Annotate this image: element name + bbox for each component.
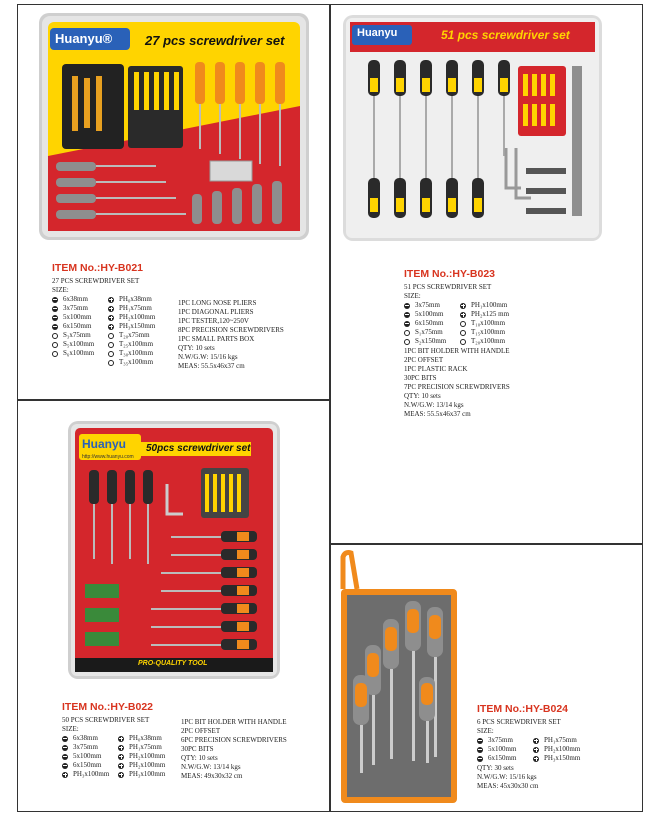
torx-bit-icon xyxy=(460,321,466,327)
brand-logo: Huanyu® xyxy=(55,31,113,46)
spec-line: MEAS: 49x30x32 cm xyxy=(181,772,243,780)
spec-line: N.W/G.W: 13/14 kgs xyxy=(181,763,241,771)
pack-title: 51 pcs screwdriver set xyxy=(441,28,570,42)
size-value: PH₁x100mm xyxy=(471,301,508,309)
size-row xyxy=(52,331,94,340)
size-row xyxy=(460,310,509,319)
spec-line: 1PC SMALL PARTS BOX xyxy=(178,335,255,343)
item-number: ITEM No.:HY-B023 xyxy=(404,268,496,280)
spec-line: N.W/G.W: 15/16 kgs xyxy=(178,353,238,361)
size-row xyxy=(52,340,94,349)
spec-line: 1PC LONG NOSE PLIERS xyxy=(178,299,257,307)
slotted-bit-icon xyxy=(62,754,68,760)
size-value: PH₂x125 mm xyxy=(471,310,510,318)
set-description: 50 PCS SCREWDRIVER SET xyxy=(62,716,150,724)
spec-line: 1PC DIAGONAL PLIERS xyxy=(178,308,254,316)
product-panel-b024 xyxy=(330,544,643,812)
phillips-bit-icon xyxy=(533,756,539,762)
slotted-bit-icon xyxy=(52,315,58,321)
size-value: 6x150mm xyxy=(63,322,92,330)
size-value: 3x75mm xyxy=(415,301,440,309)
size-value: T₂₀x100mm xyxy=(471,337,506,345)
quality-badge: PRO-QUALITY TOOL xyxy=(138,660,208,667)
size-row xyxy=(62,752,109,761)
size-row xyxy=(477,754,516,763)
size-value: 3x75mm xyxy=(73,743,98,751)
spec-line: 1PC BIT HOLDER WITH HANDLE xyxy=(181,718,287,726)
size-row xyxy=(460,301,509,310)
size-value: 5x100mm xyxy=(415,310,444,318)
size-row xyxy=(404,301,446,310)
spec-line: QTY: 10 sets xyxy=(404,392,441,400)
size-value: T₂₀x75mm xyxy=(119,331,150,339)
spec-line: 1PC PLASTIC RACK xyxy=(404,365,468,373)
size-row xyxy=(477,745,516,754)
size-row xyxy=(52,322,94,331)
torx-bit-icon xyxy=(108,342,114,348)
torx-bit-icon xyxy=(108,351,114,357)
size-label: SIZE: xyxy=(52,286,69,294)
torx-bit-icon xyxy=(108,360,114,366)
size-value: PH₂x100mm xyxy=(129,761,166,769)
spec-line: MEAS: 45x30x30 cm xyxy=(477,782,539,790)
spec-line: 6PC PRECISION SCREWDRIVERS xyxy=(181,736,287,744)
size-column-1 xyxy=(477,736,516,763)
item-number: ITEM No.:HY-B022 xyxy=(62,701,154,713)
item-number: ITEM No.:HY-B021 xyxy=(52,262,144,274)
size-value: S₂x150mm xyxy=(415,337,447,345)
pack-title: 27 pcs screwdriver set xyxy=(145,33,285,48)
size-row xyxy=(533,754,580,763)
size-value: T₁₅x100mm xyxy=(471,328,506,336)
brand-logo: Huanyu xyxy=(82,437,127,451)
spec-line: N.W/G.W: 15/16 kgs xyxy=(477,773,537,781)
size-column-2 xyxy=(118,734,165,779)
product-photo-b023 xyxy=(343,15,602,241)
size-row xyxy=(118,743,165,752)
size-value: 3x75mm xyxy=(63,304,88,312)
spec-line: N.W/G.W: 13/14 kgs xyxy=(404,401,464,409)
size-value: 5x100mm xyxy=(63,313,92,321)
slotted-bit-icon xyxy=(404,321,410,327)
size-row xyxy=(118,770,165,779)
set-description: 27 PCS SCREWDRIVER SET xyxy=(52,277,140,285)
set-description: 51 PCS SCREWDRIVER SET xyxy=(404,283,492,291)
size-value: PH₂x100mm xyxy=(544,745,581,753)
slotted-bit-icon xyxy=(477,756,483,762)
phillips-bit-icon xyxy=(118,763,124,769)
torx-bit-icon xyxy=(404,330,410,336)
size-row xyxy=(404,337,446,346)
size-column-1 xyxy=(404,301,446,346)
slotted-bit-icon xyxy=(62,736,68,742)
size-label: SIZE: xyxy=(404,292,421,300)
size-value: S₆x100mm xyxy=(63,349,95,357)
size-row xyxy=(108,322,155,331)
size-row xyxy=(108,340,155,349)
size-row xyxy=(62,761,109,770)
spec-block-b023 xyxy=(404,268,634,419)
size-value: T₁₀x100mm xyxy=(471,319,506,327)
size-value: PH₂x100mm xyxy=(129,752,166,760)
screwdriver-set-27-image xyxy=(42,16,306,237)
size-column-2 xyxy=(533,736,580,763)
size-value: PH₃x100mm xyxy=(129,770,166,778)
slotted-bit-icon xyxy=(404,303,410,309)
spec-line: 1PC BIT HOLDER WITH HANDLE xyxy=(404,347,510,355)
size-value: 6x38mm xyxy=(73,734,98,742)
spec-line: MEAS: 55.5x46x37 cm xyxy=(404,410,471,418)
size-row xyxy=(404,310,446,319)
torx-bit-icon xyxy=(52,351,58,357)
size-row xyxy=(62,770,109,779)
size-row xyxy=(118,761,165,770)
set-description: 6 PCS SCREWDRIVER SET xyxy=(477,718,561,726)
spec-line: 1PC TESTER,120~250V xyxy=(178,317,249,325)
pack-title: 50pcs screwdriver set xyxy=(146,443,251,454)
size-row xyxy=(108,349,155,358)
size-row xyxy=(533,736,580,745)
torx-bit-icon xyxy=(52,342,58,348)
torx-bit-icon xyxy=(460,330,466,336)
size-value: PH₁x75mm xyxy=(129,743,162,751)
size-value: S₁x75mm xyxy=(415,328,443,336)
spec-block-b024 xyxy=(477,703,637,791)
product-photo-b021 xyxy=(39,13,309,240)
item-number: ITEM No.:HY-B024 xyxy=(477,703,569,715)
extras-b024 xyxy=(477,764,637,791)
torx-bit-icon xyxy=(108,333,114,339)
phillips-bit-icon xyxy=(62,772,68,778)
spec-line: 2PC OFFSET xyxy=(404,356,444,364)
phillips-bit-icon xyxy=(118,754,124,760)
size-row xyxy=(52,349,94,358)
spec-line: 8PC PRECISION SCREWDRIVERS xyxy=(178,326,284,334)
size-row xyxy=(404,328,446,337)
size-value: S₅x100mm xyxy=(63,340,95,348)
spec-line: 30PC BITS xyxy=(404,374,437,382)
size-column-2 xyxy=(460,301,509,346)
size-value: S₃x75mm xyxy=(63,331,91,339)
phillips-bit-icon xyxy=(108,324,114,330)
size-row xyxy=(108,331,155,340)
size-row xyxy=(62,734,109,743)
slotted-bit-icon xyxy=(52,306,58,312)
product-photo-b024 xyxy=(335,549,463,807)
size-value: 6x150mm xyxy=(415,319,444,327)
phillips-bit-icon xyxy=(460,312,466,318)
size-value: PH₃x150mm xyxy=(119,322,156,330)
slotted-bit-icon xyxy=(62,763,68,769)
screwdriver-pouch-6-image xyxy=(335,549,463,807)
size-value: T₃₀x100mm xyxy=(119,349,154,357)
phillips-bit-icon xyxy=(108,306,114,312)
size-row xyxy=(108,313,155,322)
size-value: 3x75mm xyxy=(488,736,513,744)
product-panel-b021 xyxy=(17,4,330,400)
phillips-bit-icon xyxy=(108,297,114,303)
size-value: 6x150mm xyxy=(488,754,517,762)
size-row xyxy=(404,319,446,328)
torx-bit-icon xyxy=(52,333,58,339)
product-panel-b022 xyxy=(17,400,330,812)
extras-b022 xyxy=(181,718,321,781)
extras-b023 xyxy=(404,347,634,419)
size-row xyxy=(108,304,155,313)
size-value: PH₁x75mm xyxy=(544,736,577,744)
brand-url: http://www.huanyu.com xyxy=(82,454,134,460)
phillips-bit-icon xyxy=(533,747,539,753)
spec-line: QTY: 10 sets xyxy=(178,344,215,352)
size-row xyxy=(108,358,155,367)
size-value: 5x100mm xyxy=(488,745,517,753)
spec-line: QTY: 10 sets xyxy=(181,754,218,762)
extras-b021 xyxy=(178,299,328,371)
size-row xyxy=(460,328,509,337)
slotted-bit-icon xyxy=(62,745,68,751)
size-value: 6x38mm xyxy=(63,295,88,303)
size-column-2 xyxy=(108,295,155,367)
size-column-1 xyxy=(52,295,94,358)
size-row xyxy=(52,295,94,304)
phillips-bit-icon xyxy=(118,745,124,751)
spec-line: 30PC BITS xyxy=(181,745,214,753)
size-row xyxy=(460,319,509,328)
product-panel-b023 xyxy=(330,4,643,544)
spec-line: QTY: 30 sets xyxy=(477,764,514,772)
spec-block-b022 xyxy=(62,701,192,780)
phillips-bit-icon xyxy=(108,315,114,321)
slotted-bit-icon xyxy=(477,738,483,744)
size-label: SIZE: xyxy=(477,727,494,735)
size-row xyxy=(477,736,516,745)
size-row xyxy=(118,734,165,743)
size-label: SIZE: xyxy=(62,725,79,733)
size-value: T₂₅x100mm xyxy=(119,340,154,348)
slotted-bit-icon xyxy=(404,312,410,318)
phillips-bit-icon xyxy=(460,303,466,309)
product-photo-b022 xyxy=(68,421,280,679)
size-value: PH₃x100mm xyxy=(73,770,110,778)
screwdriver-set-50-image xyxy=(71,424,277,676)
torx-bit-icon xyxy=(404,339,410,345)
phillips-bit-icon xyxy=(533,738,539,744)
size-value: 6x150mm xyxy=(73,761,102,769)
slotted-bit-icon xyxy=(52,324,58,330)
size-value: PH₀x38mm xyxy=(119,295,152,303)
size-row xyxy=(52,313,94,322)
spec-line: 7PC PRECISION SCREWDRIVERS xyxy=(404,383,510,391)
size-row xyxy=(118,752,165,761)
screwdriver-set-51-image xyxy=(346,18,599,238)
size-row xyxy=(533,745,580,754)
slotted-bit-icon xyxy=(477,747,483,753)
size-value: PH₀x38mm xyxy=(129,734,162,742)
spec-line: MEAS: 55.5x46x37 cm xyxy=(178,362,245,370)
size-value: PH₁x75mm xyxy=(119,304,152,312)
size-row xyxy=(108,295,155,304)
size-value: 5x100mm xyxy=(73,752,102,760)
size-value: T₃₅x100mm xyxy=(119,358,154,366)
size-value: PH₂x100mm xyxy=(119,313,156,321)
spec-line: 2PC OFFSET xyxy=(181,727,221,735)
size-row xyxy=(460,337,509,346)
size-column-1 xyxy=(62,734,109,779)
size-value: PH₃x150mm xyxy=(544,754,581,762)
size-row xyxy=(52,304,94,313)
torx-bit-icon xyxy=(460,339,466,345)
phillips-bit-icon xyxy=(118,736,124,742)
brand-logo: Huanyu xyxy=(357,27,398,39)
slotted-bit-icon xyxy=(52,297,58,303)
size-row xyxy=(62,743,109,752)
phillips-bit-icon xyxy=(118,772,124,778)
